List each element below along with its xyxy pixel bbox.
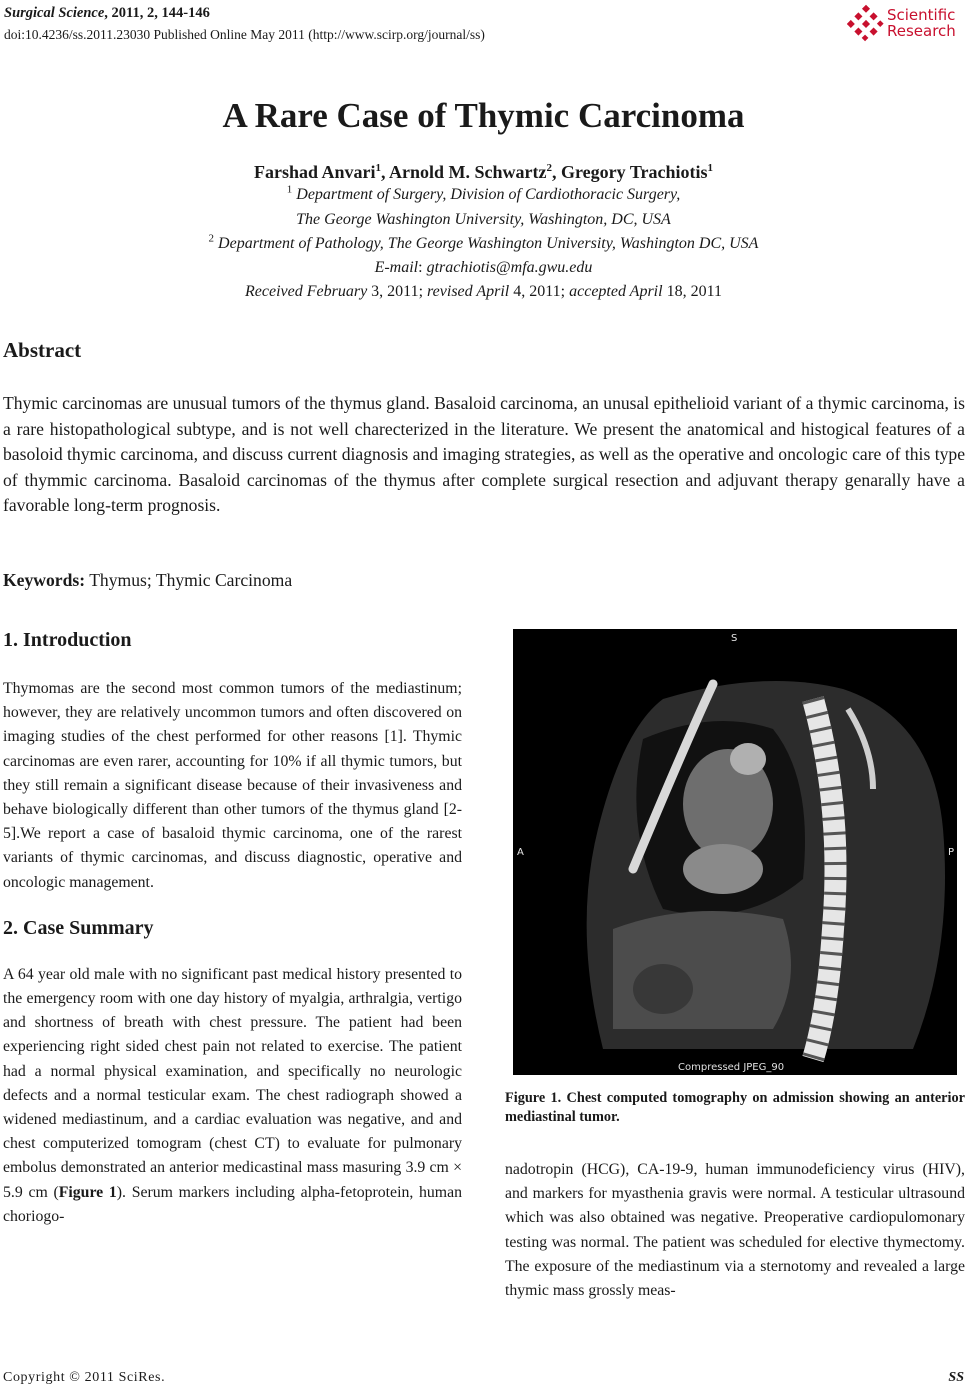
figure-caption: Figure 1. Chest computed tomography on admission showing an anterior mediastinal tumor. (505, 1090, 965, 1125)
journal-name: Surgical Science (4, 5, 105, 21)
figure-reference-link[interactable]: Figure 1 (58, 1183, 117, 1201)
received-date: 3, 2011; (371, 283, 424, 300)
author-affiliation-mark: 2 (546, 162, 553, 174)
accepted-date: 18, 2011 (666, 283, 722, 300)
keywords (3, 568, 292, 593)
affiliation-number: 2 (208, 232, 215, 245)
doi-line: doi:10.4236/ss.2011.23030 Published Online May 2011 (http://www.scirp.org/journal/ss) (4, 27, 485, 42)
affiliation-text: Department of Pathology, The George Washington University, Washington DC, USA (218, 235, 759, 252)
dates-line (0, 281, 967, 303)
received-label: Received February (245, 283, 368, 300)
left-column (3, 626, 462, 1229)
journal-citation (4, 3, 485, 24)
author-name: Farshad Anvari (253, 162, 376, 182)
author-name: Arnold M. Schwartz (389, 162, 547, 182)
abstract-heading: Abstract (3, 338, 82, 362)
keywords-text: Thymus; Thymic Carcinoma (89, 570, 293, 590)
logo-text (887, 7, 956, 39)
abstract-text: Thymic carcinomas are unusual tumors of the thymus gland. Basaloid carcinoma, an unusal epithelioid variant of a thymic carcinoma, is a rare histopathological subtype, and is not well charecterized in the literature. We present the anatomical and histogical features of a basoloid thymic carcinoma, and discuss current diagnosis and imaging strategies, as well as the operative and oncologic care of this type of thymmic carcinoma. Basaloid carcinomas of the thymus after complete surgical resection and adjuvant therapy genarally have a favorable long-term prognosis. (3, 393, 965, 515)
revised-label: revised April (427, 283, 510, 300)
copyright-notice: Copyright © 2011 SciRes. (3, 1370, 166, 1385)
journal-issue: , 2011, 2, 144-146 (104, 5, 210, 21)
section-heading-introduction: 1. Introduction (3, 629, 132, 651)
author-name: Gregory Trachiotis (561, 162, 708, 182)
ct-scan-figure (513, 629, 957, 1075)
ct-label-anterior: A (517, 847, 524, 858)
case-summary-end: ). Serum markers including alpha-fetoprotein, human choriogo- (3, 1183, 462, 1225)
author-affiliation-mark: 1 (375, 162, 382, 174)
right-column-text: nadotropin (HCG), CA-19-9, human immunodeficiency virus (HIV), and markers for myasthenia gravis were normal. A testicular ultrasound which was also obtained was negative. Preoperative cardiopulomonary testing was normal. The patient was scheduled for elective thymectomy. The exposure of the mediastinum via a sternotomy and revealed a large thymic mass grossly meas- (505, 1161, 965, 1300)
logo-line-2: Research (887, 22, 956, 40)
accepted-label: accepted April (569, 283, 663, 300)
email-line: E-mail: gtrachiotis@mfa.gwu.edu (374, 259, 593, 276)
introduction-text: Thymomas are the second most common tumors of the mediastinum; however, they are relatively uncommon tumors and often discovered on imaging studies of the chest performed for other reasons [1]. Thymic carcinomas are even rarer, accounting for 10% if all thymic tumors, but they still remain a significant disease because of their invasiveness and behave biologically different than other tumors of the thymus gland [2-5].We report a case of basaloid thymic carcinoma, one of the rarest variants of thymic carcinomas, and discuss diagnostic, operative and oncologic management. (3, 680, 462, 891)
author-affiliation-mark: 1 (707, 162, 713, 174)
journal-abbreviation: SS (948, 1370, 964, 1385)
email-address[interactable]: gtrachiotis@mfa.gwu.edu (426, 259, 593, 276)
email-label: E-mail (374, 259, 419, 276)
affiliation-1-line-2: The George Washington University, Washington, DC, USA (296, 211, 671, 228)
revised-date: 4, 2011; (513, 283, 566, 300)
keywords-label: Keywords: (3, 570, 86, 590)
logo-line-1: Scientific (887, 6, 956, 24)
publisher-logo (847, 2, 965, 44)
ct-compression-label: Compressed JPEG_90 (678, 1062, 785, 1073)
section-heading-case-summary: 2. Case Summary (3, 916, 154, 939)
author-list: Farshad Anvari$^1$, Arnold M. Schwartz$^2$, Gregory Trachiotis$^1$ (253, 162, 713, 182)
ct-label-superior: S (731, 633, 738, 644)
paper-title: A Rare Case of Thymic Carcinoma (222, 96, 745, 135)
affiliation-text: Department of Surgery, Division of Cardiothoracic Surgery, (296, 186, 681, 203)
case-summary-text (3, 963, 462, 1229)
affiliation-2 (0, 233, 967, 255)
journal-header (4, 3, 485, 45)
ct-label-posterior: P (947, 847, 954, 858)
scientific-research-logo-icon (847, 4, 885, 42)
case-summary-body: A 64 year old male with no significant past medical history presented to the emergency room with one day history of myalgia, arthralgia, vertigo and shortness of breath with chest pressure. The patient had been experiencing right sided chest pain not related to exercise. The patient had a normal physical examination, and specifically no neurologic defects and a normal testicular exam. The chest radiograph showed a widened mediastinum, and a cardiac evaluation was negative, and and chest computerized tomogram (chest CT) to evaluate for pulmonary embolus demonstrated an anterior medicastinal mass masuring 3.9 cm × 5.9 cm ( (3, 965, 462, 1201)
affiliation-number: 1 (286, 183, 293, 196)
affiliation-1-line-1 (0, 184, 967, 206)
ct-scan-image (513, 629, 957, 1075)
